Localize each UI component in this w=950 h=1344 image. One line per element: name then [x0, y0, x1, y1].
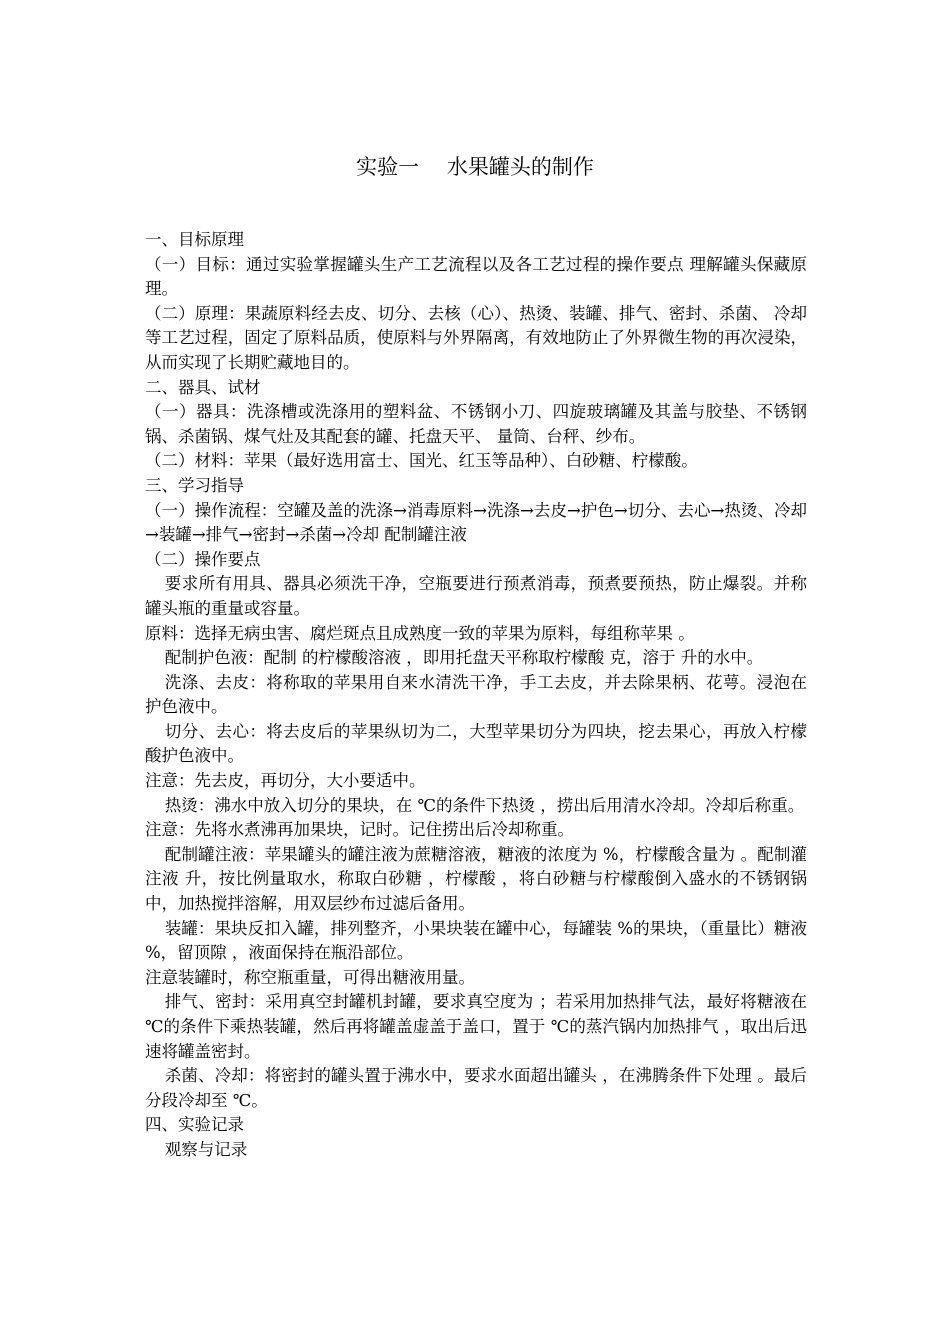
document-body	[145, 228, 813, 1163]
paragraph: 切分、去心：将去皮后的苹果纵切为二，大型苹果切分为四块，挖去果心，再放入柠檬酸护色液中。	[145, 721, 807, 766]
paragraph: 排气、密封：采用真空封罐机封罐，要求真空度为 ；若采用加热排气法，最好将糖液在 ℃的条件下乘热装罐，然后再将罐盖虚盖于盖口，置于 ℃的蒸汽锅内加热排气 ，取出后迅速将罐盖密封。	[145, 992, 813, 1061]
subsection-heading: （二）操作要点	[145, 549, 261, 569]
note: 注意：先将水煮沸再加果块，记时。记住捞出后冷却称重。	[145, 820, 574, 840]
paragraph: 热烫：沸水中放入切分的果块，在 ℃的条件下热烫 ，捞出后用清水冷却。冷却后称重。	[164, 795, 805, 815]
section-heading: 二、器具、试材	[145, 377, 261, 397]
note: 注意：先去皮，再切分，大小要适中。	[145, 771, 426, 791]
paragraph: 杀菌、冷却：将密封的罐头置于沸水中，要求水面超出罐头 ，在沸腾条件下处理 。最后分段冷却至 ℃。	[145, 1066, 807, 1110]
note: 注意装罐时，称空瓶重量，可得出糖液用量。	[145, 967, 475, 987]
paragraph: （一）操作流程：空罐及盖的洗涤→消毒原料→洗涤→去皮→护色→切分、去心→热烫、冷却→装罐→排气→密封→杀菌→冷却 配制罐注液	[145, 500, 807, 545]
paragraph: （一）器具：洗涤槽或洗涤用的塑料盆、不锈钢小刀、四旋玻璃罐及其盖与胶垫、不锈钢锅、杀菌锅、煤气灶及其配套的罐、托盘天平、 量筒、台秤、纱布。	[145, 402, 807, 446]
paragraph: 原料：选择无病虫害、腐烂斑点且成熟度一致的苹果为原料，每组称苹果 。	[145, 623, 695, 643]
paragraph: 要求所有用具、器具必须洗干净，空瓶要进行预煮消毒，预煮要预热，防止爆裂。并称罐头瓶的重量或容量。	[145, 574, 807, 618]
paragraph: （一）目标：通过实验掌握罐头生产工艺流程以及各工艺过程的操作要点 理解罐头保藏原理。	[145, 254, 807, 299]
section-heading: 三、学习指导	[145, 475, 244, 495]
paragraph: 配制护色液：配制 的柠檬酸溶液 ，即用托盘天平称取柠檬酸 克，溶于 升的水中。	[164, 648, 764, 668]
section-heading: 一、目标原理	[145, 230, 244, 249]
paragraph: 观察与记录	[164, 1139, 248, 1159]
paragraph: （二）原理：果蔬原料经去皮、切分、去核（心）、热烫、装罐、排气、密封、杀菌、 冷却等工艺过程，固定了原料品质，使原料与外界隔离，有效地防止了外界微生物的再次浸染，从而实现了长期贮藏地目的。	[145, 303, 807, 372]
paragraph: 洗涤、去皮：将称取的苹果用自来水清洗干净，手工去皮，并去除果柄、花萼。浸泡在护色液中。	[145, 672, 807, 717]
section-heading: 四、实验记录	[145, 1115, 244, 1135]
paragraph: 配制罐注液：苹果罐头的罐注液为蔗糖溶液，糖液的浓度为 %，柠檬酸含量为 。配制灌注液 升，按比例量取水，称取白砂糖 ，柠檬酸 ，将白砂糖与柠檬酸倒入盛水的不锈钢锅中，加热搅拌溶解，用双层纱布过滤后备用。	[145, 844, 807, 914]
document-title: 实验一 水果罐头的制作	[356, 155, 594, 179]
paragraph: 装罐：果块反扣入罐，排列整齐，小果块装在罐中心，每罐装 %的果块，（重量比）糖液 %，留顶隙 ，液面保持在瓶沿部位。	[145, 918, 813, 963]
paragraph: （二）材料：苹果（最好选用富士、国光、红玉等品种）、白砂糖、柠檬酸。	[145, 451, 698, 471]
